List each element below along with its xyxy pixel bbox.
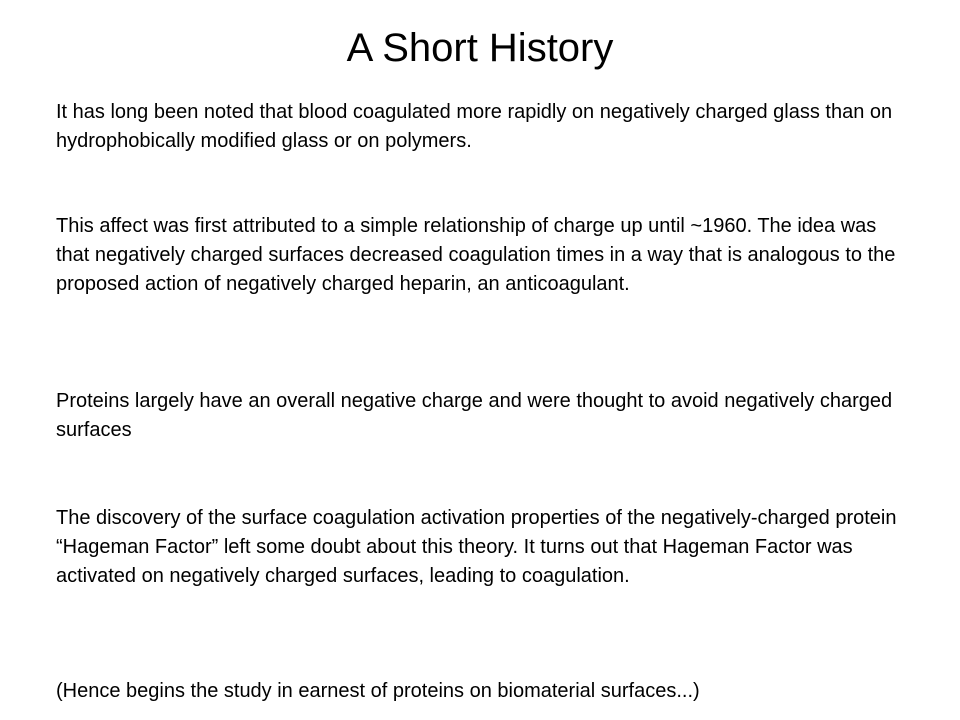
paragraph-protein-charge: Proteins largely have an overall negative charge and were thought to avoid negatively charged surfaces	[56, 390, 893, 441]
slide-title: A Short History	[346, 26, 614, 70]
paragraph-conclusion: (Hence begins the study in earnest of proteins on biomaterial surfaces...)	[56, 680, 700, 702]
paragraph-hageman-factor: The discovery of the surface coagulation activation properties of the negatively-charged protein “Hageman Factor” left some doubt about this theory. It turns out that Hageman Factor was activated on negatively charged surfaces, leading to coagulation.	[56, 507, 897, 587]
paragraph-glass-coagulation: It has long been noted that blood coagulated more rapidly on negatively charged glass than on hydrophobically modified glass or on polymers.	[56, 101, 893, 152]
paragraph-charge-relationship: This affect was first attributed to a simple relationship of charge up until ~1960. The idea was that negatively charged surfaces decreased coagulation times in a way that is analogous to the proposed action of negatively charged heparin, an anticoagulant.	[56, 215, 896, 295]
